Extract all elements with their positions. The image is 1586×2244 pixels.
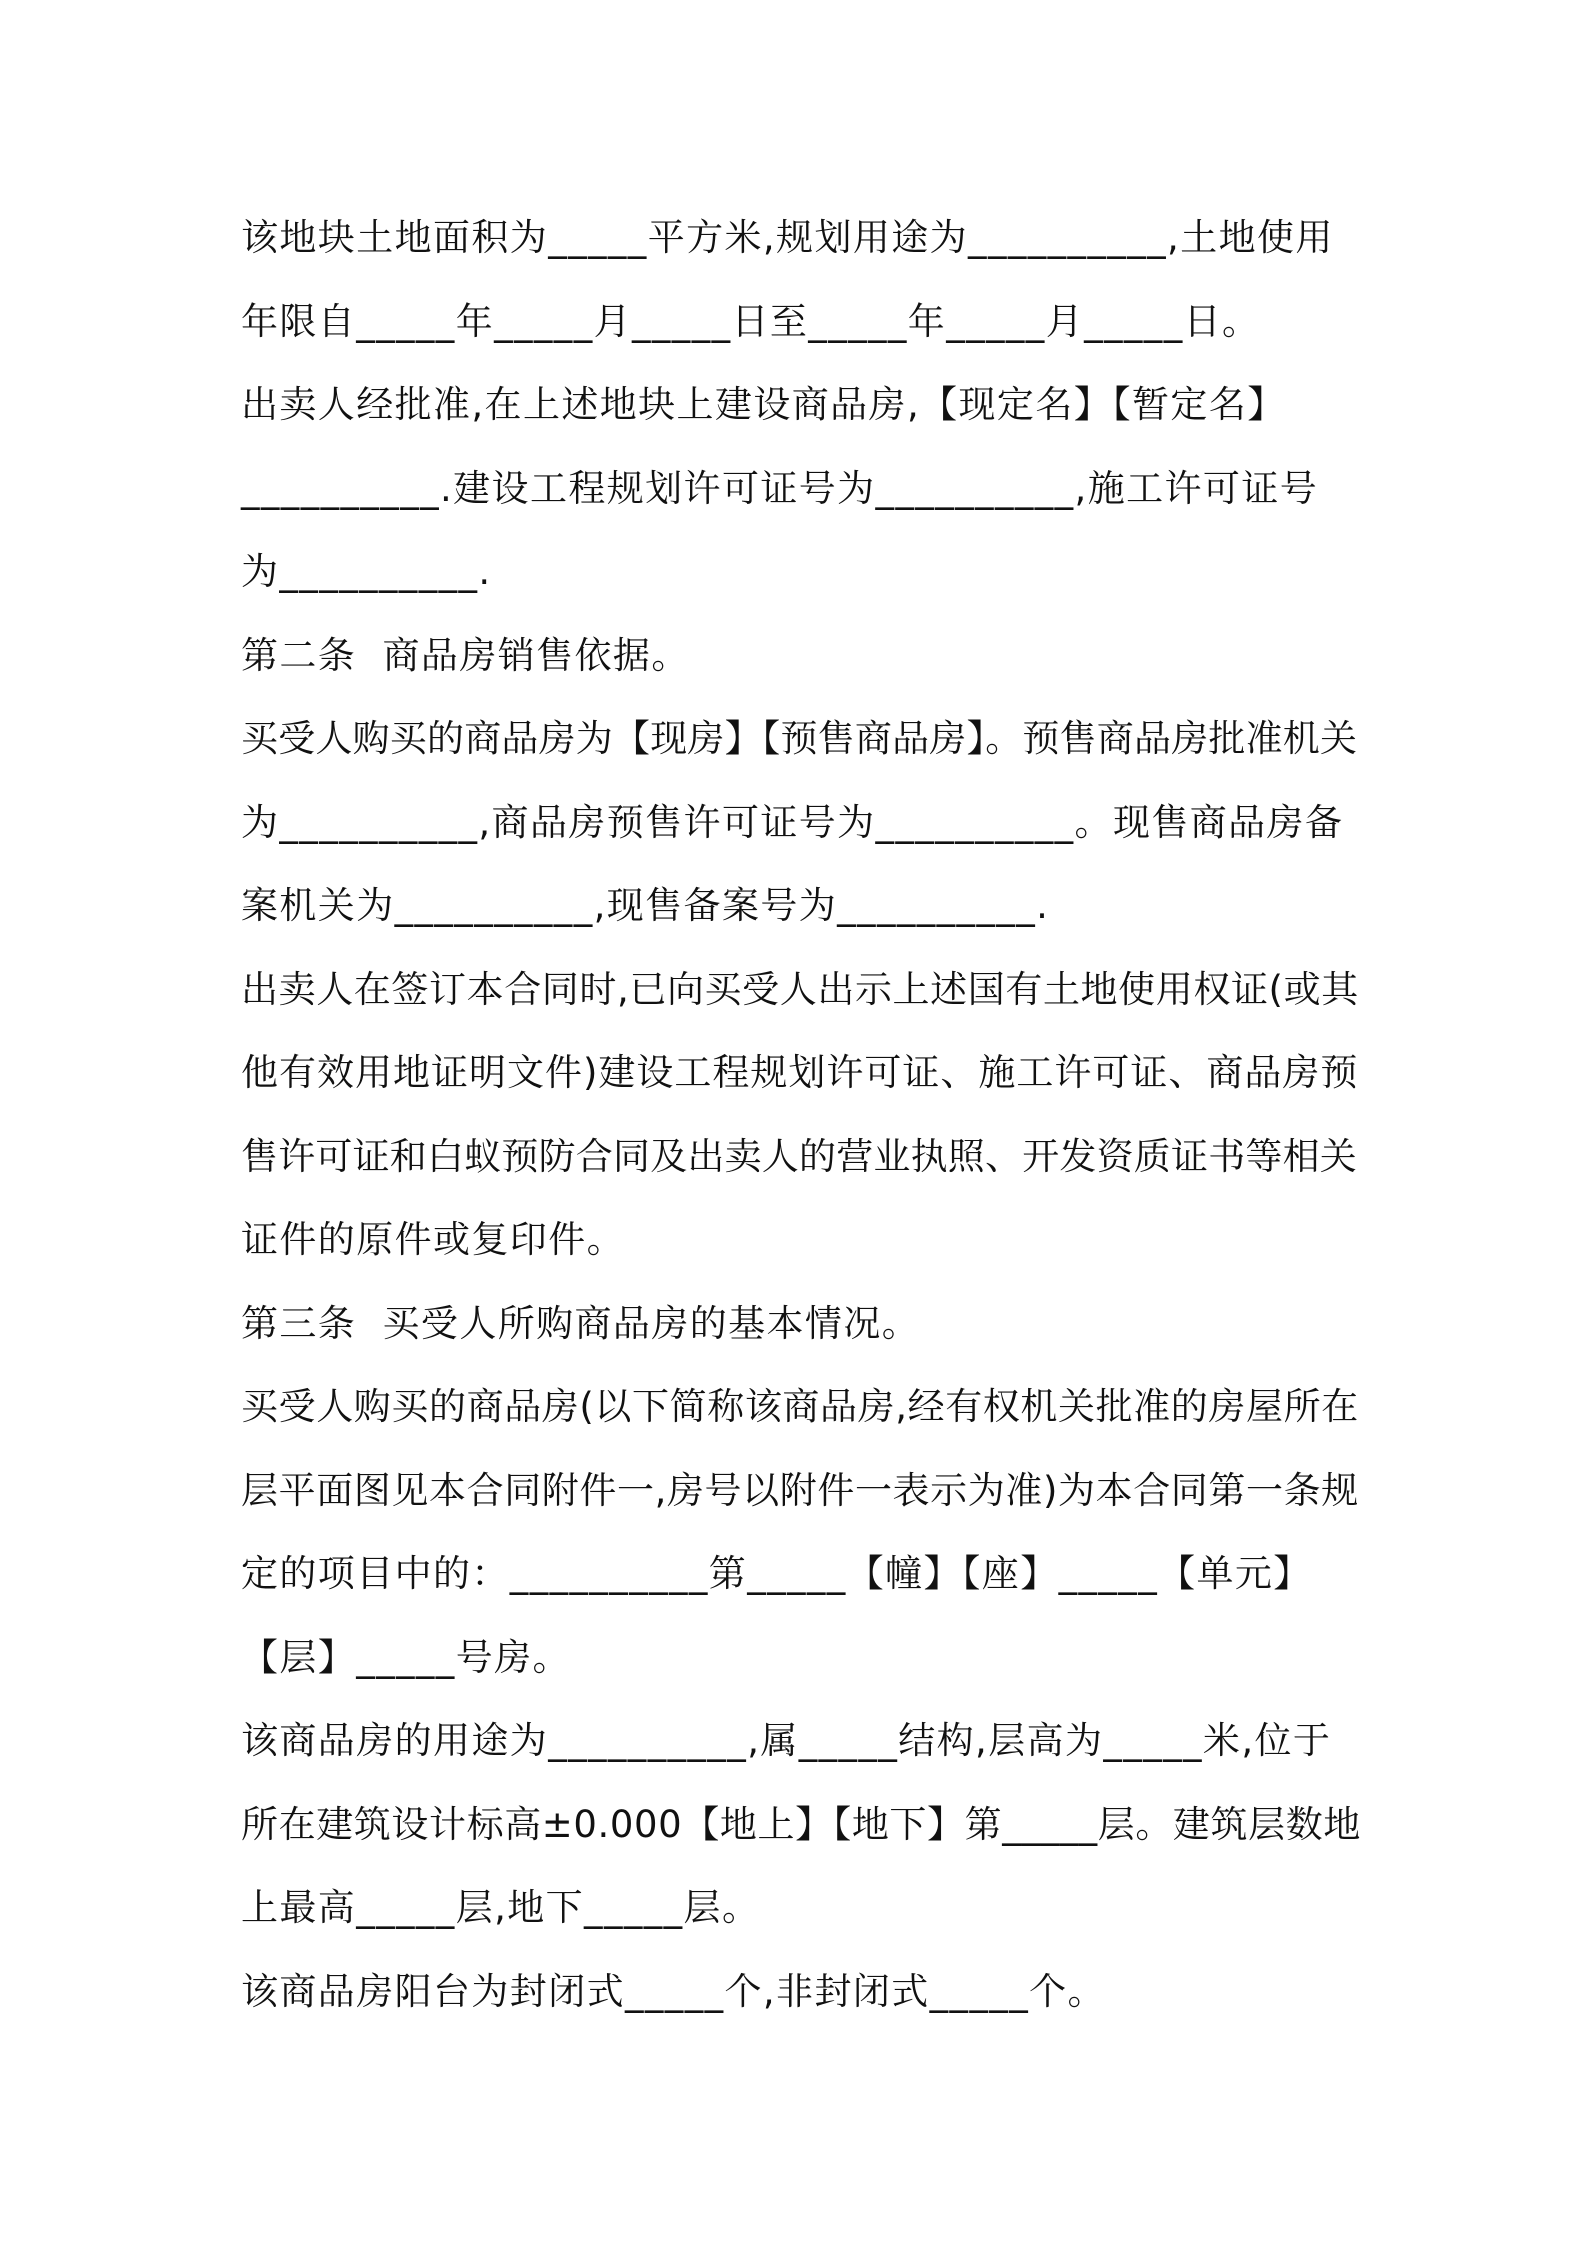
text-line: 该地块土地面积为_____平方米,规划用途为__________,土地使用 (241, 216, 1334, 259)
text-line: __________.建设工程规划许可证号为__________,施工许可证号 (241, 466, 1319, 510)
text-line: 该商品房阳台为封闭式_____个,非封闭式_____个。 (241, 1969, 1106, 2013)
text-line: 层平面图见本合同附件一,房号以附件一表示为准)为本合同第一条规 (241, 1468, 1359, 1512)
text-line: 他有效用地证明文件)建设工程规划许可证、施工许可证、商品房预 (241, 1051, 1359, 1094)
text-line: 案机关为__________,现售备案号为__________. (241, 884, 1050, 927)
text-line: 为__________. (241, 550, 492, 593)
article-heading: 第三条 买受人所购商品房的基本情况。 (241, 1301, 921, 1345)
text-line: 所在建筑设计标高±0.000【地上】【地下】第_____层。建筑层数地 (241, 1802, 1361, 1846)
text-line: 为__________,商品房预售许可证号为__________。现售商品房备 (241, 800, 1344, 844)
contract-text (241, 196, 1361, 2033)
text-line: 定的项目中的：__________第_____【幢】【座】_____【单元】 (241, 1552, 1312, 1595)
article-heading: 第二条 商品房销售依据。 (241, 633, 690, 677)
text-line: 买受人购买的商品房为【现房】【预售商品房】。预售商品房批准机关 (241, 717, 1358, 760)
text-line: 该商品房的用途为__________,属_____结构,层高为_____米,位于 (241, 1719, 1332, 1762)
text-line: 出卖人在签订本合同时,已向买受人出示上述国有土地使用权证(或其 (241, 967, 1359, 1011)
text-line: 买受人购买的商品房(以下简称该商品房,经有权机关批准的房屋所在 (241, 1385, 1359, 1428)
text-line: 出卖人经批准,在上述地块上建设商品房,【现定名】【暂定名】 (241, 383, 1286, 426)
text-line: 【层】_____号房。 (241, 1635, 571, 1679)
text-line: 上最高_____层,地下_____层。 (241, 1886, 761, 1929)
text-line: 售许可证和白蚁预防合同及出卖人的营业执照、开发资质证书等相关 (241, 1134, 1357, 1178)
text-line: 年限自_____年_____月_____日至_____年_____月_____日。 (241, 299, 1261, 343)
text-line: 证件的原件或复印件。 (241, 1218, 625, 1261)
